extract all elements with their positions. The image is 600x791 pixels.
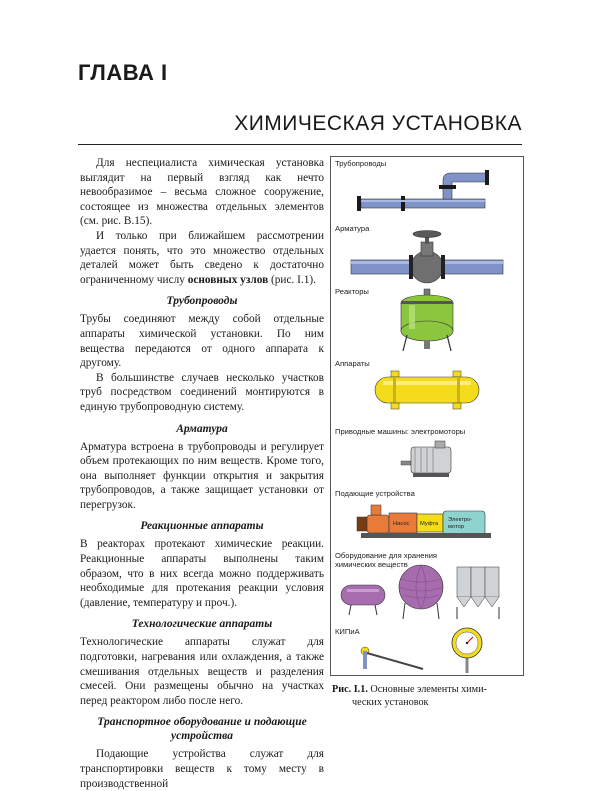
intro-paragraph-2 bbox=[80, 229, 324, 287]
figure-item-reactors bbox=[331, 285, 523, 357]
caption-number: Рис. I.1. bbox=[332, 684, 368, 695]
figure-caption bbox=[332, 684, 522, 709]
section-heading-reactors: Реакционные аппараты bbox=[140, 520, 264, 533]
transport-paragraph: Подающие устройства служат для транспортировки веществ к тому месту в производственной bbox=[80, 748, 324, 790]
figure-item-pipelines bbox=[331, 157, 523, 222]
figure-panel bbox=[330, 156, 524, 676]
motor-label-line1: Электро- bbox=[448, 517, 473, 523]
figure-item-feed-devices bbox=[331, 487, 523, 549]
valve-icon bbox=[331, 222, 523, 285]
pump-assembly-icon bbox=[331, 487, 523, 549]
process-apparatus-paragraph: Технологические аппараты служат для подготовки, нагревания или охлаждения, а также смешивания отдельных веществ и разделения смесей. Они размещены обычно на участках перед реактором либо после него. bbox=[80, 636, 324, 707]
caption-line-1 bbox=[332, 684, 522, 697]
storage-tanks-icon bbox=[331, 549, 523, 625]
figure-item-storage bbox=[331, 549, 523, 625]
title-divider bbox=[78, 144, 522, 145]
page-title: ХИМИЧЕСКАЯ УСТАНОВКА bbox=[234, 112, 522, 135]
key-term: основных узлов bbox=[187, 273, 269, 286]
figure-item-motor bbox=[331, 425, 523, 487]
figure-label: Реакторы bbox=[335, 287, 369, 296]
caption-line-2: ческих установок bbox=[352, 696, 429, 708]
figure-label: Арматура bbox=[335, 224, 370, 233]
section-heading-pipelines: Трубопроводы bbox=[166, 295, 238, 308]
pipelines-paragraph-1: Трубы соединяют между собой отдельные аппараты химической установки. По ним вещества передаются от одного аппарата к другому. bbox=[80, 313, 324, 370]
electric-motor-icon bbox=[331, 425, 523, 487]
figure-label: Аппараты bbox=[335, 359, 370, 368]
fittings-paragraph: Арматура встроена в трубопроводы и регулирует объем протекающих по ним веществ. Кроме того, она выполняет функции открытия и закрытия трубопроводов, а также защищает установки от перегрузок. bbox=[80, 440, 324, 511]
pipeline-icon bbox=[331, 157, 523, 222]
text-column bbox=[80, 156, 324, 791]
intro-reference: (рис. I.1). bbox=[271, 273, 316, 286]
pipelines-paragraph-2: В большинстве случаев несколько участков труб посредством соединений монтируются в единую трубопроводную систему. bbox=[80, 371, 324, 413]
figure-label: КИПиА bbox=[335, 627, 360, 636]
intro-text: И только при ближайшем рассмотрении удается понять, что это множество отдельных деталей может быть сведено к достаточно ограниченному числу bbox=[80, 229, 324, 286]
motor-label-line2: мотор bbox=[448, 524, 465, 530]
figure-label: Подающие устройства bbox=[335, 489, 415, 498]
figure-item-instrumentation bbox=[331, 625, 523, 677]
figure-item-fittings bbox=[331, 222, 523, 285]
apparatus-icon bbox=[331, 357, 523, 425]
chapter-heading: ГЛАВА I bbox=[78, 60, 168, 85]
instrumentation-icon bbox=[331, 625, 523, 677]
figure-label: Трубопроводы bbox=[335, 159, 387, 168]
section-heading-process-apparatus: Технологические аппараты bbox=[131, 618, 273, 631]
intro-paragraph-1: Для неспециалиста химическая установка выглядит на первый взгляд как нечто невообразимое – весьма сложное сооружение, состоящее из множества отдельных элементов (см. рис. В.15). bbox=[80, 157, 324, 228]
reactors-paragraph: В реакторах протекают химические реакции. Реакционные аппараты выполнены таким образом, что в них всегда можно поддерживать необходимые для протекания реакции условия (давление, температуру и проч.). bbox=[80, 538, 324, 609]
reactor-icon bbox=[331, 285, 523, 357]
figure-label: Приводные машины: электромоторы bbox=[335, 427, 466, 436]
section-heading-transport: Транспортное оборудование и подающие устройства bbox=[97, 716, 307, 743]
coupling-label: Муфта bbox=[420, 521, 439, 527]
caption-text: Основные элементы хими- bbox=[370, 684, 487, 695]
section-heading-fittings: Арматура bbox=[176, 422, 228, 435]
figure-label: Оборудование для хранения химических веществ bbox=[335, 551, 438, 569]
figure-item-apparatus bbox=[331, 357, 523, 425]
pump-label: Насос bbox=[393, 521, 410, 527]
